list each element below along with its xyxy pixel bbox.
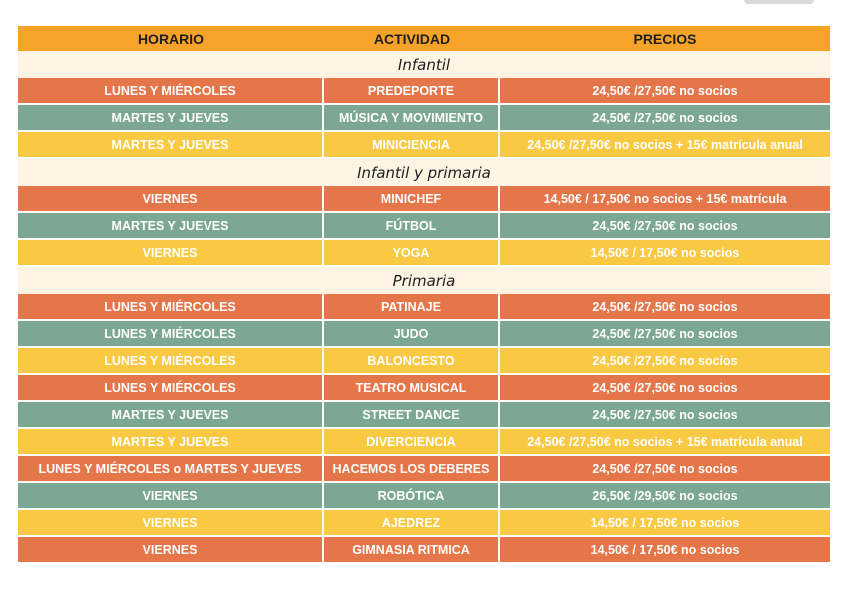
table-row xyxy=(18,456,830,483)
header-horario: HORARIO xyxy=(18,26,324,51)
cell-horario: MARTES Y JUEVES xyxy=(18,429,324,456)
table-row xyxy=(18,537,830,564)
cell-horario: VIERNES xyxy=(18,510,324,537)
cell-actividad: FÚTBOL xyxy=(324,213,500,240)
cell-horario: VIERNES xyxy=(18,240,324,267)
cell-precio: 24,50€ /27,50€ no socios + 15€ matrícula anual xyxy=(500,429,830,456)
table-row xyxy=(18,402,830,429)
section-heading-row xyxy=(18,159,830,186)
section-heading-row xyxy=(18,267,830,294)
cell-precio: 14,50€ / 17,50€ no socios xyxy=(500,510,830,537)
cell-horario: LUNES Y MIÉRCOLES xyxy=(18,348,324,375)
table-row xyxy=(18,483,830,510)
cell-horario: LUNES Y MIÉRCOLES xyxy=(18,294,324,321)
cell-actividad: PATINAJE xyxy=(324,294,500,321)
cell-precio: 24,50€ /27,50€ no socios xyxy=(500,402,830,429)
table-row xyxy=(18,375,830,402)
cell-precio: 14,50€ / 17,50€ no socios + 15€ matrícula xyxy=(500,186,830,213)
cell-horario: LUNES Y MIÉRCOLES o MARTES Y JUEVES xyxy=(18,456,324,483)
cell-actividad: AJEDREZ xyxy=(324,510,500,537)
cell-actividad: ROBÓTICA xyxy=(324,483,500,510)
cell-precio: 24,50€ /27,50€ no socios xyxy=(500,78,830,105)
table-row xyxy=(18,429,830,456)
cell-horario: VIERNES xyxy=(18,483,324,510)
cell-actividad: GIMNASIA RITMICA xyxy=(324,537,500,564)
cell-horario: VIERNES xyxy=(18,186,324,213)
cell-horario: MARTES Y JUEVES xyxy=(18,402,324,429)
cell-precio: 24,50€ /27,50€ no socios + 15€ matrícula anual xyxy=(500,132,830,159)
cell-actividad: MÚSICA Y MOVIMIENTO xyxy=(324,105,500,132)
table-row xyxy=(18,105,830,132)
cell-horario: VIERNES xyxy=(18,537,324,564)
activities-schedule-table xyxy=(18,26,830,564)
cell-precio: 24,50€ /27,50€ no socios xyxy=(500,105,830,132)
table-row xyxy=(18,240,830,267)
cell-horario: LUNES Y MIÉRCOLES xyxy=(18,375,324,402)
cell-precio: 24,50€ /27,50€ no socios xyxy=(500,213,830,240)
cell-actividad: PREDEPORTE xyxy=(324,78,500,105)
table-row xyxy=(18,510,830,537)
cell-precio: 24,50€ /27,50€ no socios xyxy=(500,348,830,375)
header-precios: PRECIOS xyxy=(500,26,830,51)
table-row xyxy=(18,294,830,321)
cell-precio: 14,50€ / 17,50€ no socios xyxy=(500,537,830,564)
cell-precio: 24,50€ /27,50€ no socios xyxy=(500,321,830,348)
cell-horario: LUNES Y MIÉRCOLES xyxy=(18,78,324,105)
cell-horario: MARTES Y JUEVES xyxy=(18,213,324,240)
cell-actividad: JUDO xyxy=(324,321,500,348)
section-title: Primaria xyxy=(18,267,830,294)
cell-horario: MARTES Y JUEVES xyxy=(18,105,324,132)
cell-actividad: MINICIENCIA xyxy=(324,132,500,159)
cell-precio: 14,50€ / 17,50€ no socios xyxy=(500,240,830,267)
cell-actividad: TEATRO MUSICAL xyxy=(324,375,500,402)
section-heading-row xyxy=(18,51,830,78)
cell-precio: 24,50€ /27,50€ no socios xyxy=(500,294,830,321)
section-title: Infantil y primaria xyxy=(18,159,830,186)
table-body xyxy=(18,51,830,564)
table-row xyxy=(18,132,830,159)
table-row xyxy=(18,78,830,105)
section-title: Infantil xyxy=(18,51,830,78)
table-row xyxy=(18,186,830,213)
page-corner-shadow xyxy=(744,0,814,4)
table-row xyxy=(18,321,830,348)
table-row xyxy=(18,213,830,240)
cell-actividad: DIVERCIENCIA xyxy=(324,429,500,456)
header-actividad: ACTIVIDAD xyxy=(324,26,500,51)
cell-horario: LUNES Y MIÉRCOLES xyxy=(18,321,324,348)
cell-actividad: YOGA xyxy=(324,240,500,267)
cell-horario: MARTES Y JUEVES xyxy=(18,132,324,159)
table-row xyxy=(18,348,830,375)
cell-actividad: HACEMOS LOS DEBERES xyxy=(324,456,500,483)
cell-precio: 24,50€ /27,50€ no socios xyxy=(500,375,830,402)
cell-precio: 24,50€ /27,50€ no socios xyxy=(500,456,830,483)
cell-precio: 26,50€ /29,50€ no socios xyxy=(500,483,830,510)
table-header-row xyxy=(18,26,830,51)
cell-actividad: BALONCESTO xyxy=(324,348,500,375)
cell-actividad: MINICHEF xyxy=(324,186,500,213)
cell-actividad: STREET DANCE xyxy=(324,402,500,429)
